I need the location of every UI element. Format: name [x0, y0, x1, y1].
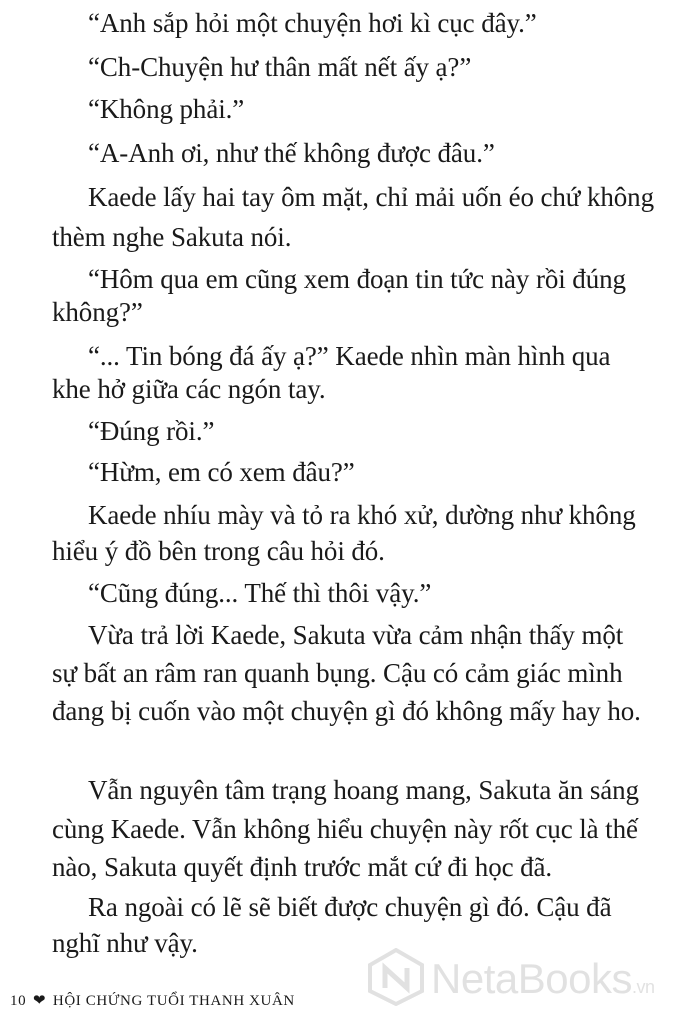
text-line: “... Tin bóng đá ấy ạ?” Kaede nhìn màn hình qua	[88, 341, 611, 371]
text-line: “Hừm, em có xem đâu?”	[88, 457, 355, 487]
text-line: “Hôm qua em cũng xem đoạn tin tức này rồi đúng	[88, 264, 626, 294]
heart-icon: ❤	[32, 993, 47, 1009]
text-line: “A-Anh ơi, như thế không được đâu.”	[88, 138, 495, 168]
watermark-suffix: .vn	[631, 977, 655, 997]
watermark	[367, 944, 697, 1014]
text-line: sự bất an râm ran quanh bụng. Cậu có cảm giác mình	[52, 658, 623, 688]
text-line: Ra ngoài có lẽ sẽ biết được chuyện gì đó. Cậu đã	[88, 892, 612, 922]
text-line: nghĩ như vậy.	[52, 928, 198, 958]
text-line: “Cũng đúng... Thế thì thôi vậy.”	[88, 578, 432, 608]
text-line: không?”	[52, 297, 143, 327]
book-title: HỘI CHỨNG TUỔI THANH XUÂN	[52, 993, 295, 1009]
text-line: đang bị cuốn vào một chuyện gì đó không mấy hay ho.	[52, 696, 641, 726]
watermark-text	[431, 954, 654, 1012]
text-line: Vẫn nguyên tâm trạng hoang mang, Sakuta ăn sáng	[88, 775, 639, 805]
netabooks-logo-icon	[367, 948, 425, 1006]
text-line: thèm nghe Sakuta nói.	[52, 222, 292, 252]
page-number: 10	[10, 993, 27, 1009]
text-line: nào, Sakuta quyết định trước mắt cứ đi học đã.	[52, 852, 553, 882]
watermark-brand: NetaBooks	[431, 955, 632, 1002]
page-footer	[10, 990, 295, 1012]
text-line: Kaede nhíu mày và tỏ ra khó xử, dường như không	[88, 500, 636, 530]
text-line: Vừa trả lời Kaede, Sakuta vừa cảm nhận thấy một	[88, 620, 624, 650]
text-line: hiểu ý đồ bên trong câu hỏi đó.	[52, 536, 385, 566]
text-line: cùng Kaede. Vẫn không hiểu chuyện này rốt cục là thế	[52, 814, 638, 844]
text-line: khe hở giữa các ngón tay.	[52, 374, 326, 404]
text-line: “Không phải.”	[88, 94, 245, 124]
text-line: “Anh sắp hỏi một chuyện hơi kì cục đây.”	[88, 8, 537, 38]
text-line: “Đúng rồi.”	[88, 416, 215, 446]
text-line: Kaede lấy hai tay ôm mặt, chỉ mải uốn éo chứ không	[88, 182, 654, 212]
text-line: “Ch-Chuyện hư thân mất nết ấy ạ?”	[88, 52, 472, 82]
